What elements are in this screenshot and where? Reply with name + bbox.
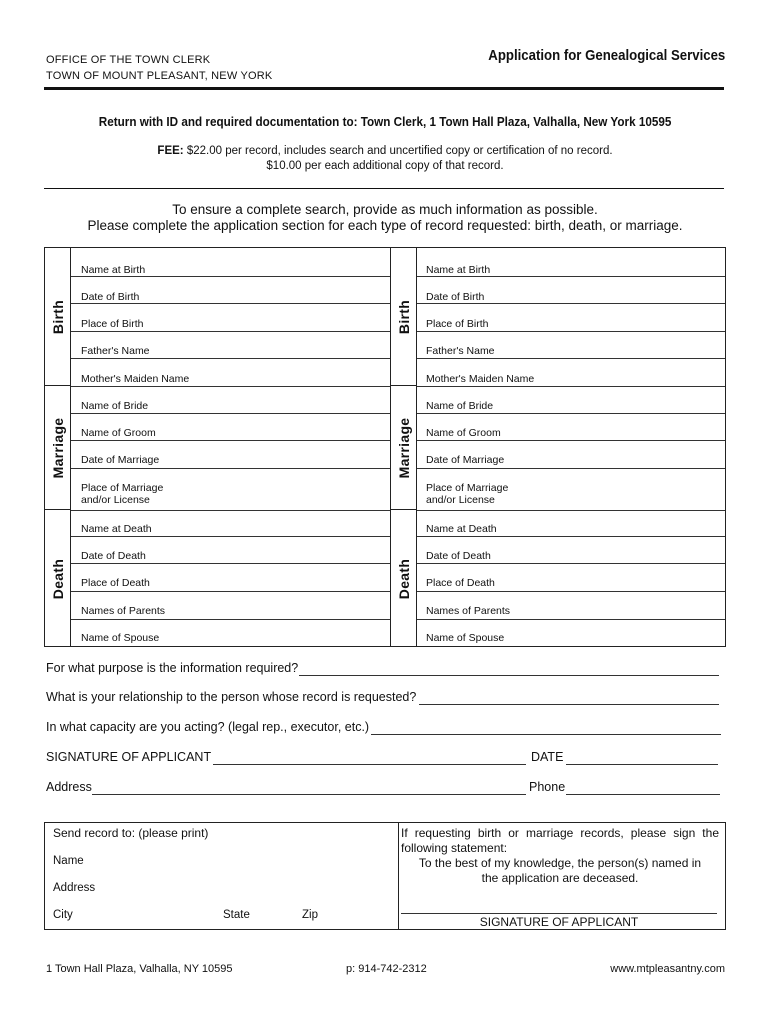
page-title: Application for Genealogical Services [488,47,725,64]
field-date-of-marriage[interactable]: Date of Marriage [81,454,160,466]
office-line-2: TOWN OF MOUNT PLEASANT, NEW YORK [46,70,273,82]
field-line [417,619,725,620]
death-section-label [45,510,71,647]
field-name-at-death[interactable]: Name at Death [81,523,152,535]
field-line [71,386,390,387]
field-line [417,468,725,469]
field-line [71,358,390,359]
field-names-of-parents-2[interactable]: Names of Parents [426,605,511,617]
fee-label: FEE: [157,145,184,157]
relationship-question: What is your relationship to the person whose record is requested? [46,690,417,704]
field-line [417,303,725,304]
statement-line-4: the application are deceased. [481,871,639,885]
fee-line-1 [0,145,770,157]
field-line [417,331,725,332]
marriage-section-label [45,386,71,510]
fee-text: $22.00 per record, includes search and uncertified copy or certification of no record. [183,145,613,157]
field-line [417,591,725,592]
statement-line-1: If requesting birth or marriage records, please sign the [401,826,719,840]
death-label: Death [49,558,66,599]
phone-label: Phone [529,780,566,794]
send-address-field[interactable]: Address [53,882,96,894]
field-place-of-marriage[interactable] [81,482,163,506]
statement-signature-label: SIGNATURE OF APPLICANT [479,915,639,929]
field-name-of-bride-2[interactable]: Name of Bride [426,400,494,412]
signature-label: SIGNATURE OF APPLICANT [46,750,212,764]
intro-line-1: To ensure a complete search, provide as much information as possible. [172,202,598,217]
address-input[interactable] [92,794,526,795]
field-date-of-death[interactable]: Date of Death [81,550,146,562]
field-line [71,619,390,620]
purpose-question: For what purpose is the information required? [46,661,299,675]
relationship-input[interactable] [419,704,719,705]
field-line [417,536,725,537]
field-mothers-maiden-name[interactable]: Mother's Maiden Name [81,373,190,385]
footer-address: 1 Town Hall Plaza, Valhalla, NY 10595 [46,963,233,975]
field-name-at-birth-2[interactable]: Name at Birth [426,264,491,276]
field-place-of-marriage-2[interactable] [426,482,508,506]
field-name-at-birth[interactable]: Name at Birth [81,264,146,276]
place-of-marriage-label: Place of Marriage [81,482,164,494]
return-text: Return with ID and required documentation to: Town Clerk, 1 Town Hall Plaza, Valhalla, New York 10595 [98,114,672,129]
field-line [71,563,390,564]
field-name-of-groom-2[interactable]: Name of Groom [426,427,501,439]
field-place-of-death[interactable]: Place of Death [81,577,150,589]
birth-label: Birth [49,299,66,334]
send-record-box [44,822,726,930]
purpose-input[interactable] [299,675,719,676]
footer-website[interactable]: www.mtpleasantny.com [610,963,725,975]
fee-line-2: $10.00 per each additional copy of that record. [266,160,504,172]
field-line [71,440,390,441]
statement-signature-input[interactable] [401,913,717,914]
death-section-label-right [391,510,417,647]
field-line [417,563,725,564]
field-line [71,536,390,537]
capacity-input[interactable] [371,734,721,735]
license-label-2: and/or License [426,494,495,506]
field-name-of-groom[interactable]: Name of Groom [81,427,156,439]
field-place-of-birth-2[interactable]: Place of Birth [426,318,489,330]
return-instructions [0,114,770,129]
send-city-field[interactable]: City [53,909,73,921]
office-header [46,52,272,84]
field-line [417,413,725,414]
capacity-question: In what capacity are you acting? (legal rep., executor, etc.) [46,720,370,734]
send-name-field[interactable]: Name [53,855,84,867]
field-mothers-maiden-name-2[interactable]: Mother's Maiden Name [426,373,535,385]
field-name-of-spouse-2[interactable]: Name of Spouse [426,632,505,644]
field-line [71,276,390,277]
field-date-of-marriage-2[interactable]: Date of Marriage [426,454,505,466]
field-date-of-birth[interactable]: Date of Birth [81,291,140,303]
field-place-of-birth[interactable]: Place of Birth [81,318,144,330]
field-line [71,468,390,469]
field-names-of-parents[interactable]: Names of Parents [81,605,166,617]
marriage-label: Marriage [49,417,66,478]
birth-label-right: Birth [395,299,412,334]
field-date-of-birth-2[interactable]: Date of Birth [426,291,485,303]
footer-phone: p: 914-742-2312 [346,963,427,975]
date-label: DATE [531,750,564,764]
field-name-of-spouse[interactable]: Name of Spouse [81,632,160,644]
office-line-1: OFFICE OF THE TOWN CLERK [46,54,211,66]
records-grid [44,247,726,647]
statement-line-2: following statement: [401,841,508,855]
signature-input[interactable] [213,764,526,765]
address-label: Address [46,780,92,794]
field-line [71,303,390,304]
field-line [417,386,725,387]
marriage-label-right: Marriage [395,417,412,478]
field-name-at-death-2[interactable]: Name at Death [426,523,497,535]
marriage-section-label-right [391,386,417,510]
field-place-of-death-2[interactable]: Place of Death [426,577,495,589]
field-date-of-death-2[interactable]: Date of Death [426,550,491,562]
license-label: and/or License [81,494,150,506]
statement-line-3: To the best of my knowledge, the person(s) named in [418,856,702,870]
field-line [71,413,390,414]
field-line [417,440,725,441]
box-divider [398,822,399,930]
send-record-heading: Send record to: (please print) [53,826,209,840]
field-name-of-bride[interactable]: Name of Bride [81,400,149,412]
field-line [417,276,725,277]
header-rule [44,87,724,90]
field-fathers-name-2[interactable]: Father's Name [426,345,495,357]
field-line [417,510,725,511]
field-fathers-name[interactable]: Father's Name [81,345,150,357]
section-rule [44,188,724,189]
field-line [71,591,390,592]
birth-section-label-right [391,248,417,386]
field-line [71,331,390,332]
place-of-marriage-label-2: Place of Marriage [426,482,509,494]
birth-section-label [45,248,71,386]
death-label-right: Death [395,558,412,599]
intro-line-2: Please complete the application section for each type of record requested: birth, death, or marriage. [87,218,683,233]
field-line [417,358,725,359]
field-line [71,510,390,511]
send-state-field[interactable]: State [223,909,250,921]
phone-input[interactable] [566,794,720,795]
date-input[interactable] [566,764,718,765]
send-zip-field[interactable]: Zip [302,909,318,921]
